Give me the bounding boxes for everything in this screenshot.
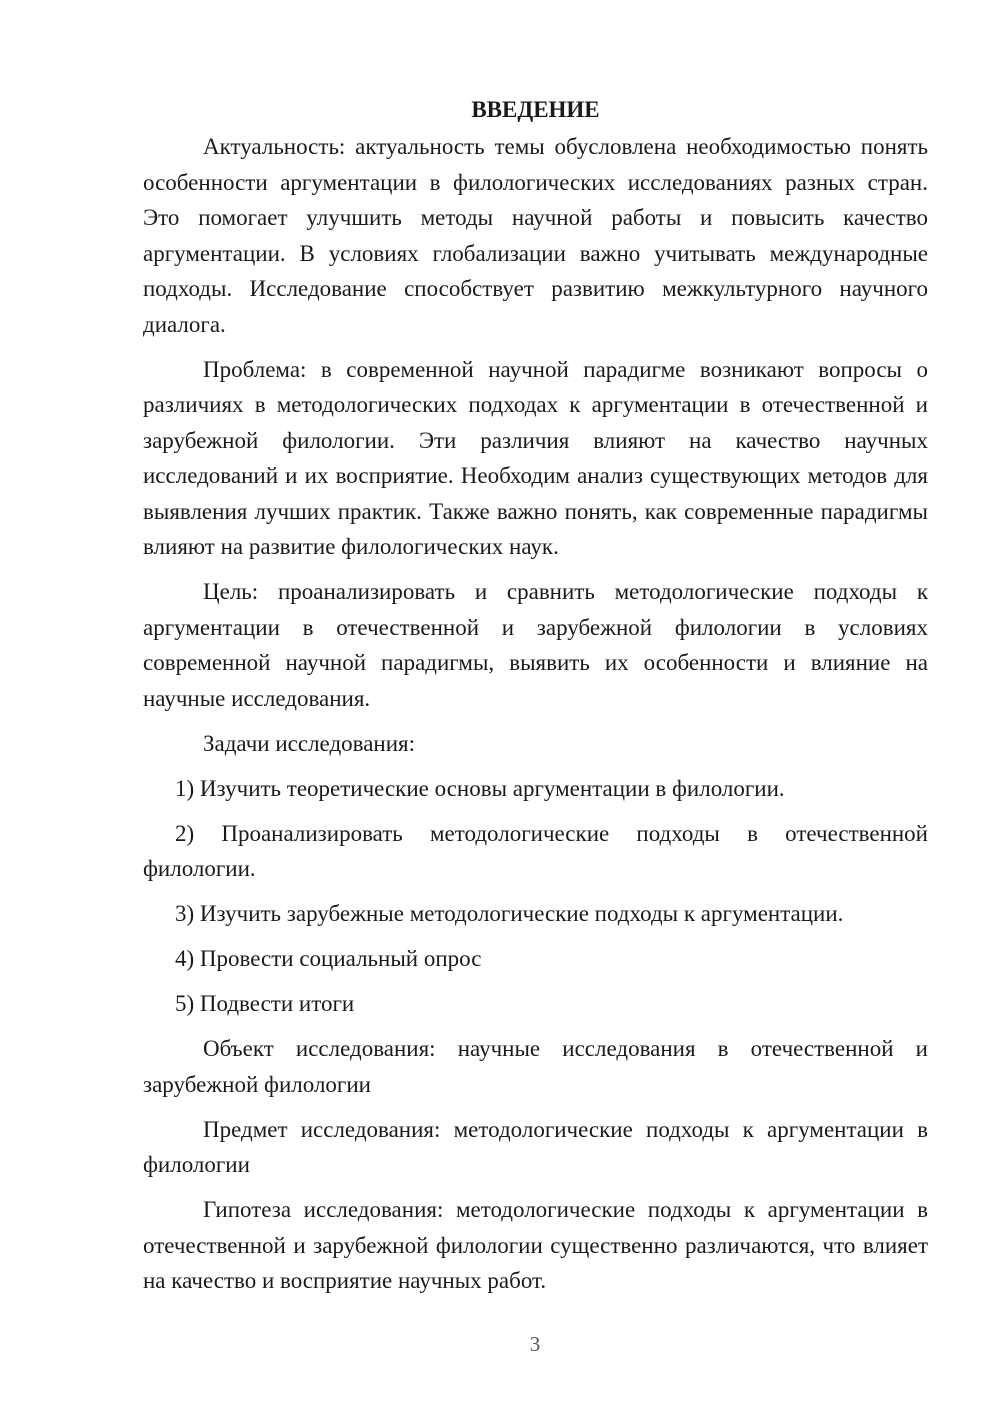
goal-paragraph: Цель: проанализировать и сравнить методологические подходы к аргументации в отечественной и зарубежной филологии в условиях современной научной парадигмы, выявить их особенности и влияние на научные исследования. xyxy=(143,579,928,711)
tasks-heading: Задачи исследования: xyxy=(203,730,416,756)
subject-paragraph: Предмет исследования: методологические подходы к аргументации в филологии xyxy=(143,1116,928,1177)
hypothesis-paragraph: Гипотеза исследования: методологические подходы к аргументации в отечественной и зарубежной филологии существенно различаются, что влияет на качество и восприятие научных работ. xyxy=(143,1197,928,1293)
relevance-paragraph: Актуальность: актуальность темы обусловлена необходимостью понять особенности аргументации в филологических исследованиях разных стран. Это помогает улучшить методы научной работы и повысить качество аргументации. В условиях глобализации важно учитывать международные подходы. Исследование способствует развитию межкультурного научного диалога. xyxy=(143,134,928,337)
task-item-1: 1) Изучить теоретические основы аргументации в филологии. xyxy=(175,775,785,801)
task-item-3: 3) Изучить зарубежные методологические подходы к аргументации. xyxy=(175,901,844,926)
page-title: ВВЕДЕНИЕ xyxy=(471,97,600,122)
task-item-2: 2) Проанализировать методологические подходы в отечественной филологии. xyxy=(143,820,928,881)
task-item-5: 5) Подвести итоги xyxy=(175,991,355,1016)
document-body xyxy=(143,92,928,1299)
problem-paragraph: Проблема: в современной научной парадигме возникают вопросы о различиях в методологических подходах к аргументации в отечественной и зарубежной филологии. Эти различия влияют на качество научных исследований и их восприятие. Необходим анализ существующих методов для выявления лучших практик. Также важно понять, как современные парадигмы влияют на развитие филологических наук. xyxy=(143,356,928,559)
task-item-4: 4) Провести социальный опрос xyxy=(175,946,482,971)
object-paragraph: Объект исследования: научные исследования в отечественной и зарубежной филологии xyxy=(143,1036,928,1097)
page-number: 3 xyxy=(529,1332,541,1356)
